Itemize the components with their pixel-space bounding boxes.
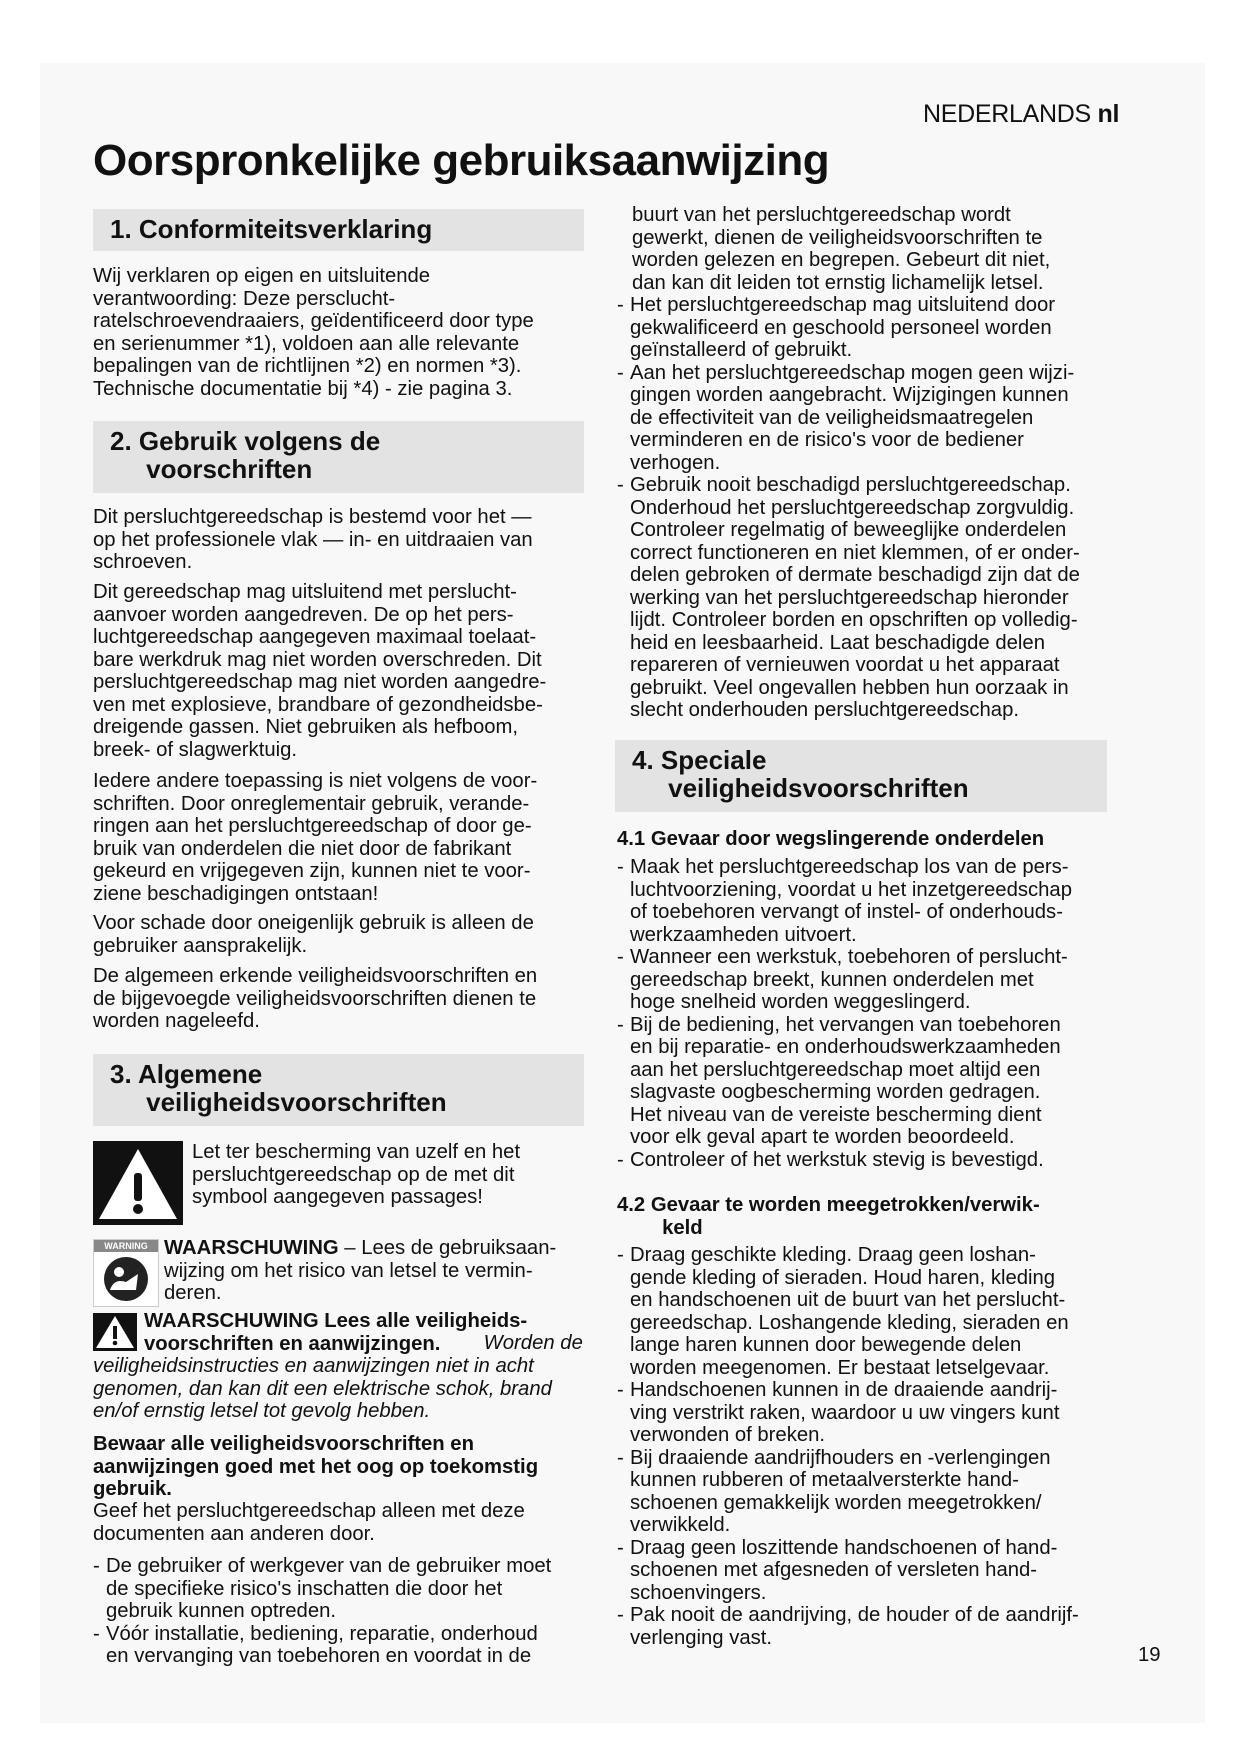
bullet-list-4-2 bbox=[617, 1244, 1079, 1649]
list-item: - Handschoenen kunnen in de draaiende aandrij- ving verstrikt raken, waardoor u uw vingers kunt verwonden of breken. bbox=[617, 1379, 1060, 1446]
paragraph: Iedere andere toepassing is niet volgens de voor- schriften. Door onreglementair gebruik, verande- ringen aan het persluchtgereedschap of door ge- bruik van onderdelen die niet door de fabrikant gekeurd en vrijgegeven zijn, kunnen niet te voor- ziene beschadigingen ontstaan! bbox=[93, 770, 538, 905]
language-code: nl bbox=[1097, 100, 1120, 128]
paragraph: Dit persluchtgereedschap is bestemd voor het — op het professionele vlak — in- en uitdraaien van schroeven. bbox=[93, 506, 533, 573]
keep-instructions-heading: Bewaar alle veiligheidsvoorschriften en aanwijzingen goed met het oog op toekomstig gebruik. bbox=[93, 1433, 539, 1500]
list-item: - De gebruiker of werkgever van de gebruiker moet de specifieke risico's inschatten die door het gebruik kunnen optreden. bbox=[93, 1555, 552, 1622]
warning-italic-text: veiligheidsinstructies en aanwijzingen niet in acht genomen, dan kan dit een elektrische schok, brand en/of ernstig letsel tot gevolg hebben. bbox=[93, 1355, 552, 1422]
bullet-list-left bbox=[93, 1555, 551, 1668]
warning-italic-start: Worden de bbox=[478, 1332, 583, 1354]
list-item: - Maak het persluchtgereedschap los van de pers- luchtvoorziening, voordat u het inzetgereedschap of toebehoren vervangt of instel- of onderhouds- werkzaamheden uitvoert. bbox=[617, 856, 1072, 946]
list-item: - Vóór installatie, bediening, reparatie, onderhoud en vervanging van toebehoren en voordat in de bbox=[93, 1622, 538, 1667]
subsection-heading-4-2: 4.2 Gevaar te worden meegetrokken/verwik- keld bbox=[617, 1194, 1040, 1239]
keep-instructions-text: Geef het persluchtgereedschap alleen met deze documenten aan anderen door. bbox=[93, 1500, 525, 1545]
warning-all-instructions: WAARSCHUWING Lees alle veiligheids- voorschriften en aanwijzingen. bbox=[144, 1310, 528, 1355]
list-item: - Het persluchtgereedschap mag uitsluitend door gekwalificeerd en geschoold personeel worden geïnstalleerd of gebruikt. bbox=[617, 294, 1056, 361]
list-item: - Draag geen loszittende handschoenen of hand- schoenen met afgesneden of versleten hand- schoenvingers. bbox=[617, 1536, 1058, 1604]
page-title: Oorspronkelijke gebruiksaanwijzing bbox=[93, 136, 830, 185]
list-item: - Controleer of het werkstuk stevig is bevestigd. bbox=[617, 1148, 1044, 1171]
list-item: - Draag geschikte kleding. Draag geen loshan- gende kleding of sieraden. Houd haren, kleding en handschoenen uit de buurt van het perslucht- gereedschap. Loshangende kleding, sieraden en lange haren kunnen door bewegende delen worden meegenomen. Er bestaat letselgevaar. bbox=[617, 1244, 1069, 1379]
warning-label: WAARSCHUWING bbox=[164, 1237, 339, 1259]
section-heading-3: 3. Algemene veiligheidsvoorschriften bbox=[93, 1054, 584, 1126]
list-item: - Pak nooit de aandrijving, de houder of de aandrijf- verlenging vast. bbox=[617, 1604, 1079, 1649]
language-name: NEDERLANDS bbox=[923, 100, 1091, 128]
warning-read-manual bbox=[164, 1237, 556, 1305]
paragraph: Voor schade door oneigenlijk gebruik is alleen de gebruiker aansprakelijk. bbox=[93, 912, 534, 957]
list-item: - Wanneer een werkstuk, toebehoren of perslucht- gereedschap breekt, kunnen onderdelen met hoge snelheid worden weggeslingerd. bbox=[617, 946, 1068, 1013]
section-heading-4: 4. Speciale veiligheidsvoorschriften bbox=[615, 740, 1107, 812]
list-item: - Aan het persluchtgereedschap mogen geen wijzi- gingen worden aangebracht. Wijzigingen kunnen de effectiviteit van de veiligheidsmaatregelen verminderen en de risico's voor de bediener verhogen. bbox=[617, 361, 1075, 474]
symbol-note: Let ter bescherming van uzelf en het persluchtgereedschap op de met dit symbool aangegeven passages! bbox=[192, 1141, 521, 1208]
bullet-list-right bbox=[617, 294, 1080, 722]
list-item: - Gebruik nooit beschadigd persluchtgereedschap. Onderhoud het persluchtgereedschap zorgvuldig. Controleer regelmatig of beweeglijke onderdelen correct functioneren en niet klemmen, of er onder- delen gebroken of dermate beschadigd zijn dat de werking van het persluchtgereedschap hieronder lijdt. Controleer borden en opschriften op volledig- heid en leesbaarheid. Laat beschadigde delen repareren of vernieuwen voordat u het apparaat gebruikt. Veel ongevallen hebben hun oorzaak in slecht onderhouden persluchtgereedschap. bbox=[617, 474, 1080, 721]
conformity-text: Wij verklaren op eigen en uitsluitende verantwoording: Deze persclucht- ratelschroevendraaiers, geïdentificeerd door type en serienummer *1), voldoen aan alle relevante bepalingen van de richtlijnen *2) en normen *3). Technische documentatie bij *4) - zie pagina 3. bbox=[93, 265, 534, 400]
page-number: 19 bbox=[1138, 1644, 1161, 1666]
read-manual-icon bbox=[93, 1239, 159, 1307]
warning-badge: WARNING bbox=[94, 1240, 158, 1252]
language-label bbox=[923, 100, 1119, 129]
warning-text: – Lees de gebruiksaan- wijzing om het risico van letsel te vermin- deren. bbox=[164, 1237, 557, 1304]
list-item: - Bij de bediening, het vervangen van toebehoren en bij reparatie- en onderhoudswerkzaamheden aan het persluchtgereedschap moet altijd een slagvaste oogbescherming worden gedragen. Het niveau van de vereiste bescherming dient voor elk geval apart te worden beoordeeld. bbox=[617, 1013, 1061, 1148]
section-heading-2: 2. Gebruik volgens de voorschriften bbox=[93, 421, 584, 493]
continuation-text: buurt van het persluchtgereedschap wordt gewerkt, dienen de veiligheidsvoorschriften te worden gelezen en begrepen. Gebeurt dit niet, dan kan dit leiden tot ernstig lichamelijk letsel. bbox=[632, 204, 1051, 294]
bullet-list-4-1 bbox=[617, 856, 1072, 1171]
paragraph: De algemeen erkende veiligheidsvoorschriften en de bijgevoegde veiligheidsvoorschriften dienen te worden nageleefd. bbox=[93, 965, 538, 1032]
paragraph: Dit gereedschap mag uitsluitend met perslucht- aanvoer worden aangedreven. De op het pers- luchtgereedschap aangegeven maximaal toelaat- bare werkdruk mag niet worden overschreden. Dit persluchtgereedschap mag niet worden aangedre- ven met explosieve, brandbare of gezondheidsbe- dreigende gassen. Niet gebruiken als hefboom, breek- of slagwerktuig. bbox=[93, 581, 547, 761]
subsection-heading-4-1: 4.1 Gevaar door wegslingerende onderdelen bbox=[617, 828, 1045, 850]
warning-triangle-icon bbox=[93, 1141, 183, 1225]
warning-triangle-small-icon bbox=[93, 1313, 137, 1351]
section-heading-1: 1. Conformiteitsverklaring bbox=[93, 209, 584, 251]
list-item: - Bij draaiende aandrijfhouders en -verlengingen kunnen rubberen of metaalversterkte hand- schoenen gemakkelijk worden meegetrokken/ verwikkeld. bbox=[617, 1446, 1051, 1536]
